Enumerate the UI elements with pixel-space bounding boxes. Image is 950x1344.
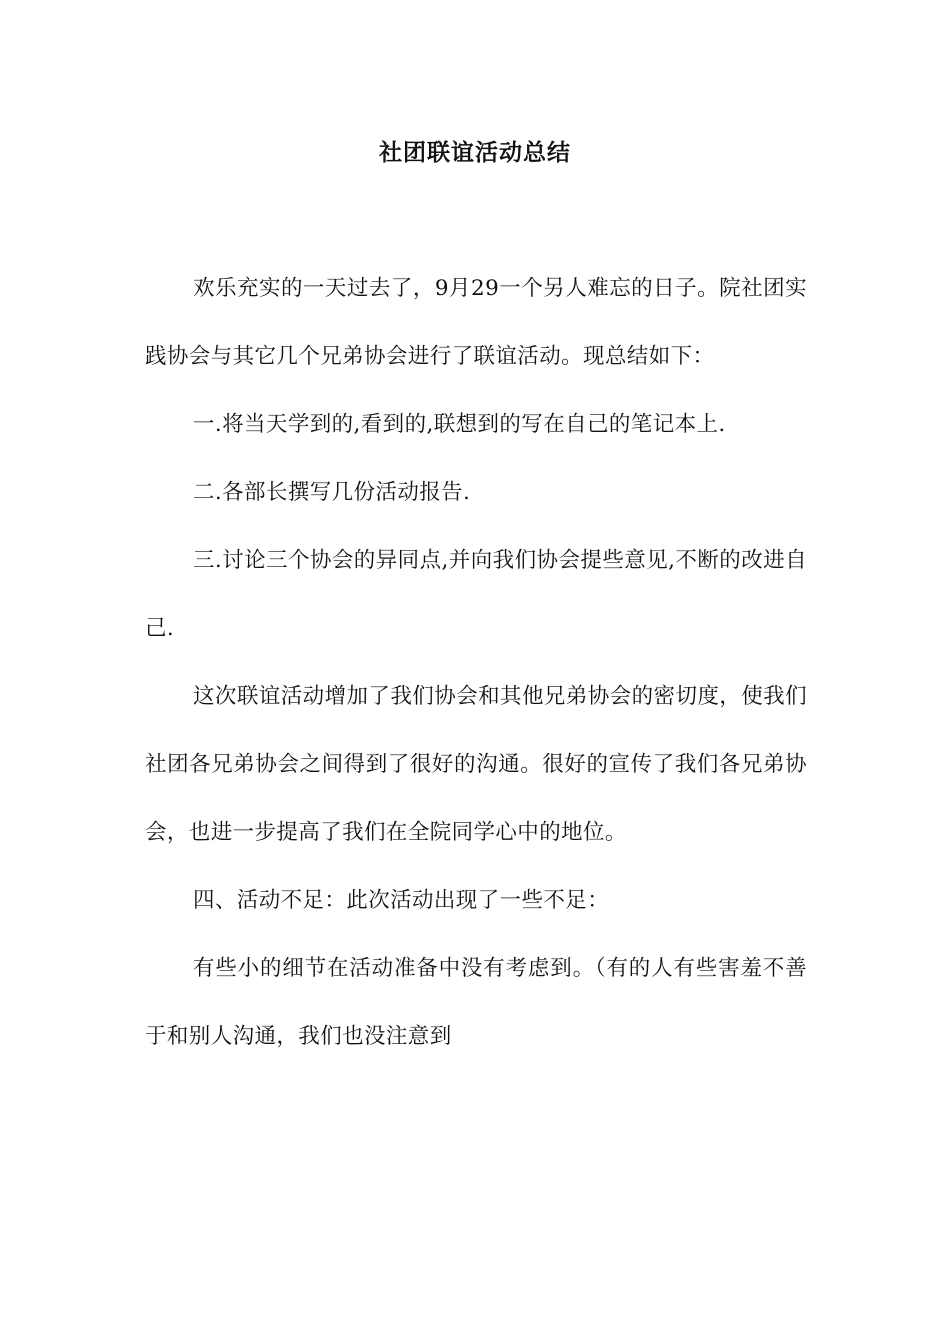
document-title: 社团联谊活动总结 [379, 139, 571, 166]
paragraph-shortcomings-heading: 四、活动不足：此次活动出现了一些不足： [193, 888, 610, 913]
paragraph-item-2: 二.各部长撰写几份活动报告. [193, 480, 471, 505]
paragraph-intro: 欢乐充实的一天过去了，9月29一个另人难忘的日子。院社团实践协会与其它几个兄弟协会进行了联谊活动。现总结如下： [145, 276, 807, 369]
paragraph-outcome: 这次联谊活动增加了我们协会和其他兄弟协会的密切度，使我们社团各兄弟协会之间得到了很好的沟通。很好的宣传了我们各兄弟协会，也进一步提高了我们在全院同学心中的地位。 [145, 684, 807, 845]
document-body [145, 255, 807, 1071]
paragraph-item-3: 三.讨论三个协会的异同点,并向我们协会提些意见,不断的改进自己. [145, 548, 807, 641]
paragraph-shortcomings-detail: 有些小的细节在活动准备中没有考虑到。（有的人有些害羞不善于和别人沟通，我们也没注意到 [145, 956, 807, 1049]
paragraph-item-1: 一.将当天学到的,看到的,联想到的写在自己的笔记本上. [193, 412, 726, 437]
